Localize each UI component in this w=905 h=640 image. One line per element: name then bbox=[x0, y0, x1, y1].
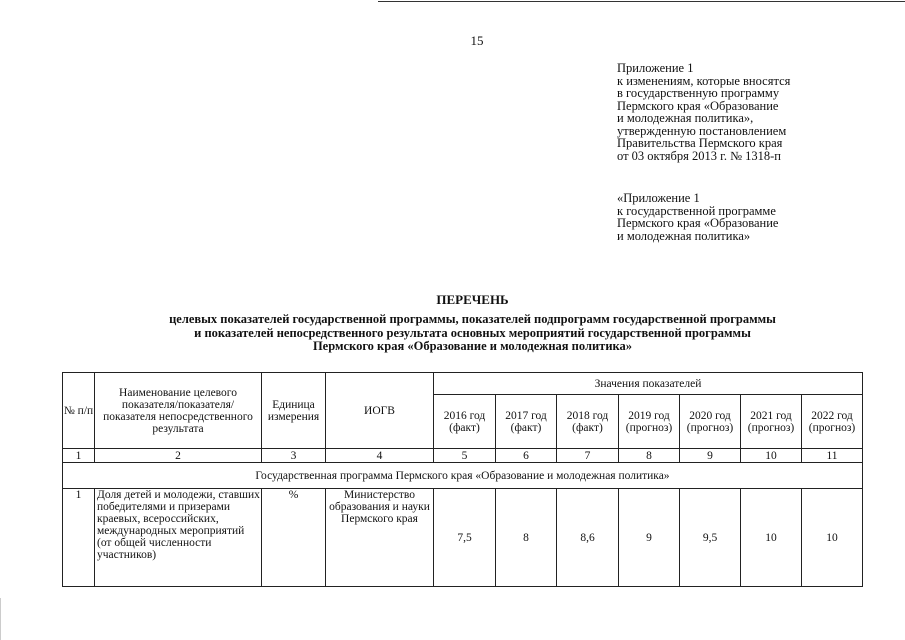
year-label: 2016 год bbox=[443, 409, 486, 422]
appendix-change-line: Приложение 1 bbox=[617, 61, 694, 75]
year-type: (прогноз) bbox=[808, 421, 856, 434]
year-type: (факт) bbox=[510, 421, 542, 434]
row-value: 8 bbox=[496, 489, 557, 587]
header-values-group: Значения показателей bbox=[434, 373, 863, 395]
header-year bbox=[802, 395, 863, 449]
appendix-program-line: к государственной программе bbox=[617, 203, 776, 218]
column-number: 7 bbox=[557, 449, 619, 463]
header-year bbox=[557, 395, 619, 449]
header-year bbox=[434, 395, 496, 449]
appendix-program-line: «Приложение 1 bbox=[617, 191, 700, 205]
header-year bbox=[619, 395, 680, 449]
row-value: 9 bbox=[619, 489, 680, 587]
year-type: (факт) bbox=[572, 421, 603, 434]
column-number: 1 bbox=[63, 449, 95, 463]
appendix-program-line: и молодежная политика» bbox=[617, 228, 751, 243]
row-unit: % bbox=[262, 489, 326, 587]
year-type: (прогноз) bbox=[625, 421, 673, 434]
top-rule bbox=[378, 1, 905, 2]
row-value: 10 bbox=[802, 489, 863, 587]
year-type: (прогноз) bbox=[747, 421, 795, 434]
row-value: 10 bbox=[741, 489, 802, 587]
year-label: 2020 год bbox=[689, 409, 731, 422]
header-year bbox=[496, 395, 557, 449]
page-number: 15 bbox=[470, 33, 484, 48]
document-title: ПЕРЕЧЕНЬ bbox=[436, 292, 509, 307]
column-number: 10 bbox=[741, 449, 802, 463]
column-number: 5 bbox=[434, 449, 496, 463]
header-iogv: ИОГВ bbox=[326, 373, 434, 449]
section-row: Государственная программа Пермского края «Образование и молодежная политика» bbox=[63, 463, 863, 489]
year-label: 2019 год bbox=[628, 409, 670, 422]
appendix-change-line: и молодежная политика», bbox=[617, 111, 754, 125]
row-value: 8,6 bbox=[557, 489, 619, 587]
appendix-program-line: Пермского края «Образование bbox=[617, 216, 779, 230]
column-number: 11 bbox=[802, 449, 863, 463]
row-value: 7,5 bbox=[434, 489, 496, 587]
appendix-change-line: от 03 октября 2013 г. № 1318-п bbox=[617, 148, 781, 163]
column-number: 2 bbox=[95, 449, 262, 463]
header-num: № п/п bbox=[63, 373, 95, 449]
year-label: 2022 год bbox=[811, 409, 853, 422]
subtitle-line: и показателей непосредственного результата основных мероприятий государственной программы bbox=[194, 325, 751, 340]
year-label: 2021 год bbox=[750, 409, 792, 422]
column-number: 4 bbox=[326, 449, 434, 463]
header-name: Наименование целевого показателя/показателя/ показателя непосредственного результата bbox=[95, 373, 262, 449]
appendix-change-line: в государственную программу bbox=[617, 86, 780, 100]
year-label: 2018 год bbox=[566, 409, 609, 422]
appendix-change-line: утвержденную постановлением bbox=[617, 123, 787, 138]
column-number: 8 bbox=[619, 449, 680, 463]
table-row bbox=[63, 489, 863, 587]
subtitle-line: целевых показателей государственной программы, показателей подпрограмм государственной программы bbox=[169, 312, 776, 326]
appendix-change-line: к изменениям, которые вносятся bbox=[617, 73, 791, 88]
appendix-program-block bbox=[617, 192, 897, 242]
row-iogv: Министерство образования и науки Пермского края bbox=[326, 489, 434, 587]
row-num: 1 bbox=[63, 489, 95, 587]
appendix-change-block bbox=[617, 62, 897, 162]
header-unit: Единица измерения bbox=[262, 373, 326, 449]
row-name: Доля детей и молодежи, ставших победителями и призерами краевых, всероссийских, международных мероприятий (от общей численности участников) bbox=[95, 489, 262, 587]
column-number: 6 bbox=[496, 449, 557, 463]
column-number: 3 bbox=[262, 449, 326, 463]
header-year bbox=[680, 395, 741, 449]
year-label: 2017 год bbox=[505, 409, 547, 422]
appendix-change-line: Пермского края «Образование bbox=[617, 98, 779, 113]
indicators-table bbox=[62, 372, 863, 587]
scan-edge bbox=[0, 598, 1, 640]
document-subtitle bbox=[0, 313, 905, 354]
subtitle-line: Пермского края «Образование и молодежная политика» bbox=[312, 339, 633, 353]
year-type: (прогноз) bbox=[686, 421, 734, 434]
column-number: 9 bbox=[680, 449, 741, 463]
header-year bbox=[741, 395, 802, 449]
row-value: 9,5 bbox=[680, 489, 741, 587]
appendix-change-line: Правительства Пермского края bbox=[617, 136, 783, 150]
year-type: (факт) bbox=[449, 421, 480, 434]
